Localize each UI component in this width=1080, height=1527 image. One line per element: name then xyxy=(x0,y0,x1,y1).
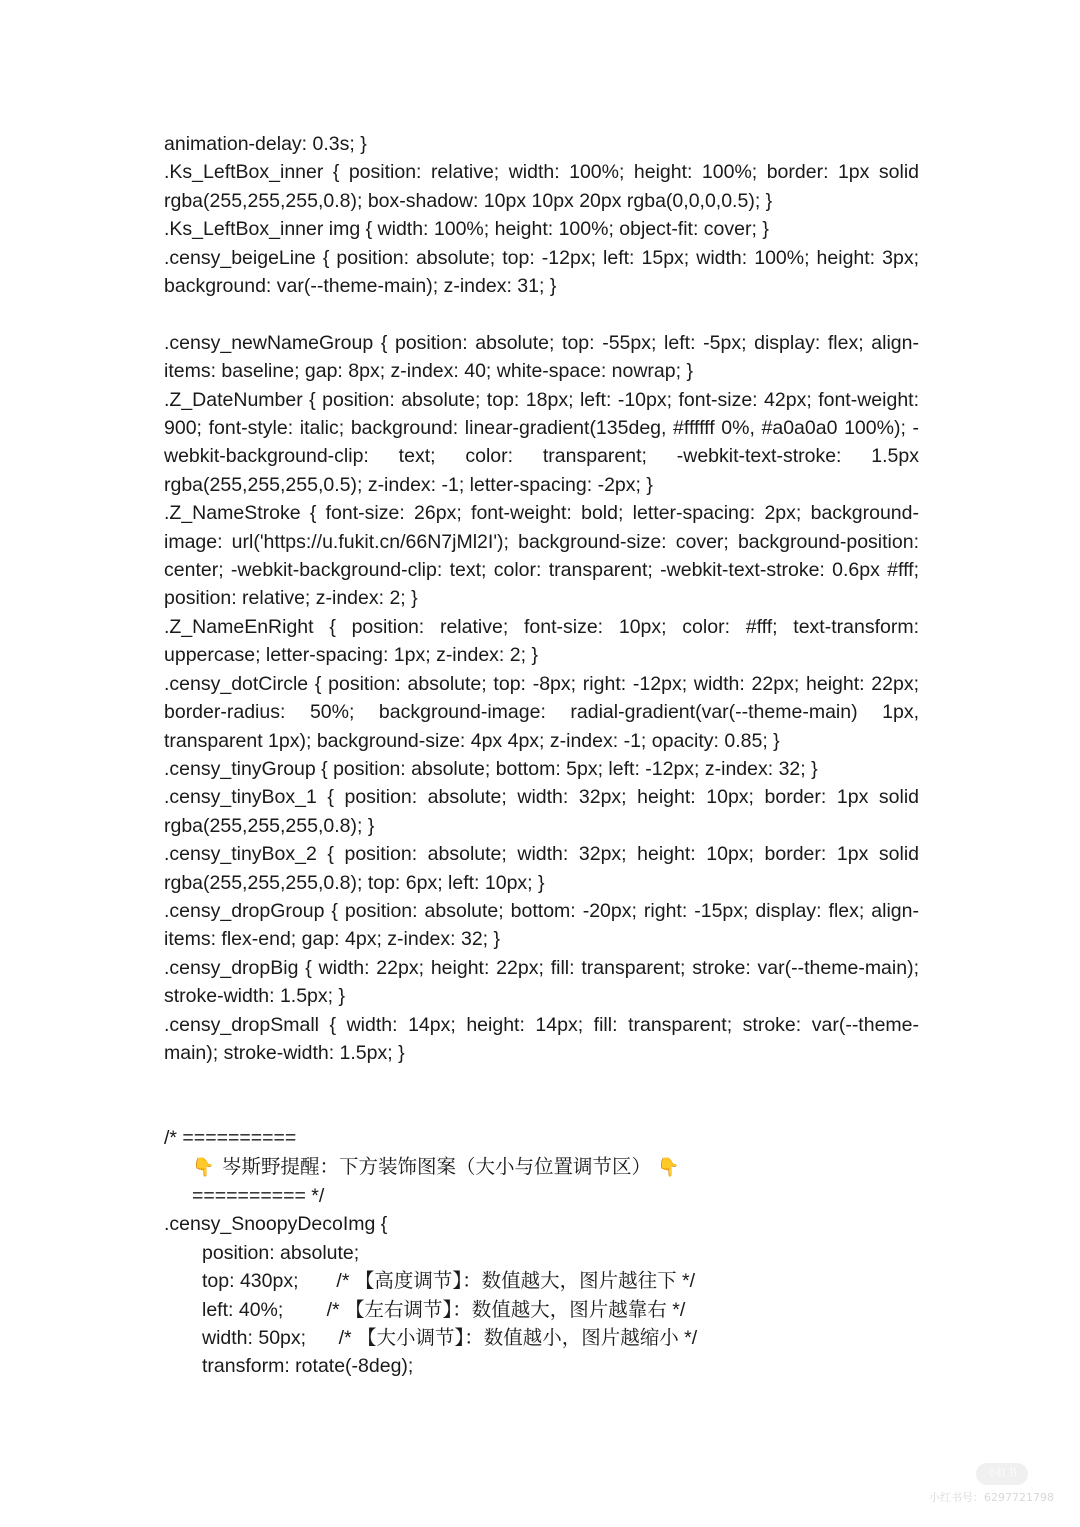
css-rule-line: .censy_newNameGroup { position: absolute; top: -55px; left: -5px; display: flex; align-items: baseline; gap: 8px; z-index: 40; white-space: nowrap; } xyxy=(164,331,919,383)
css-rule-line: .censy_beigeLine { position: absolute; top: -12px; left: 15px; width: 100%; height: 3px; background: var(--theme-main); z-index: 31; } xyxy=(164,246,919,298)
property-line: position: absolute; xyxy=(202,1241,360,1264)
watermark xyxy=(924,1461,1054,1505)
css-rule-line: .Z_NameStroke { font-size: 26px; font-weight: bold; letter-spacing: 2px; background-image: url('https://u.fukit.cn/66N7jMl2I'); background-size: cover; background-position: center; -webkit-background-clip: text; color: transparent; -webkit-text-stroke: 0.6px #fff; position: relative; z-index: 2; } xyxy=(164,502,919,610)
property-line: transform: rotate(-8deg); xyxy=(202,1355,414,1378)
selector-line: .censy_SnoopyDecoImg { xyxy=(164,1213,388,1236)
css-rule-line: .Z_NameEnRight { position: relative; font-size: 10px; color: #fff; text-transform: uppercase; letter-spacing: 1px; z-index: 2; } xyxy=(164,615,919,667)
css-rule-line: .Z_DateNumber { position: absolute; top: 18px; left: -10px; font-size: 42px; font-weight: 900; font-style: italic; background: linear-gradient(135deg, #ffffff 0%, #a0a0a0 100%); -webkit-background-clip: text; color: transparent; -webkit-text-stroke: 1.5px rgba(255,255,255,0.5); z-index: -1; letter-spacing: -2px; } xyxy=(164,388,919,496)
css-rule-line: .censy_dropBig { width: 22px; height: 22px; fill: transparent; stroke: var(--theme-main); stroke-width: 1.5px; } xyxy=(164,956,919,1008)
blank-line xyxy=(164,1067,919,1124)
css-rule-line: .Ks_LeftBox_inner img { width: 100%; height: 100%; object-fit: cover; } xyxy=(164,218,769,241)
reminder-line xyxy=(164,1153,919,1182)
document-body xyxy=(164,130,919,1381)
blank-line xyxy=(164,300,919,328)
property-line: left: 40%; /* 【左右调节】：数值越大，图片越靠右 */ xyxy=(202,1298,686,1321)
property-line: top: 430px; /* 【高度调节】：数值越大，图片越往下 */ xyxy=(202,1270,696,1293)
property-line: width: 50px; /* 【大小调节】：数值越小，图片越缩小 */ xyxy=(202,1327,698,1350)
watermark-logo: 小红书 xyxy=(976,1463,1028,1485)
css-rule-line: .censy_tinyBox_1 { position: absolute; width: 32px; height: 10px; border: 1px solid rgba(255,255,255,0.8); } xyxy=(164,786,919,837)
css-rule-line: .censy_dropGroup { position: absolute; bottom: -20px; right: -15px; display: flex; align-items: flex-end; gap: 4px; z-index: 32; } xyxy=(164,899,919,951)
pointing-down-icon: 👇 xyxy=(192,1156,215,1178)
css-rule-line: .censy_tinyGroup { position: absolute; bottom: 5px; left: -12px; z-index: 32; } xyxy=(164,757,818,780)
comment-open-line: /* ========== xyxy=(164,1127,297,1150)
css-rule-line: animation-delay: 0.3s; } xyxy=(164,133,367,155)
css-rule-line: .Ks_LeftBox_inner { position: relative; width: 100%; height: 100%; border: 1px solid rgba(255,255,255,0.8); box-shadow: 10px 10px 20px rgba(0,0,0,0.5); } xyxy=(164,161,919,212)
watermark-id: 小红书号：6297721798 xyxy=(929,1491,1054,1504)
css-rule-line: .censy_dotCircle { position: absolute; top: -8px; right: -12px; width: 22px; height: 22px; border-radius: 50%; background-image: radial-gradient(var(--theme-main) 1px, transparent 1px); background-size: 4px 4px; z-index: -1; opacity: 0.85; } xyxy=(164,672,919,752)
css-rule-line: .censy_dropSmall { width: 14px; height: 14px; fill: transparent; stroke: var(--theme-main); stroke-width: 1.5px; } xyxy=(164,1013,919,1064)
pointing-down-icon: 👇 xyxy=(657,1156,680,1178)
css-rule-line: .censy_tinyBox_2 { position: absolute; width: 32px; height: 10px; border: 1px solid rgba(255,255,255,0.8); top: 6px; left: 10px; } xyxy=(164,843,919,894)
reminder-text: 岑斯野提醒：下方装饰图案（大小与位置调节区） xyxy=(222,1155,652,1178)
comment-close-line: ========== */ xyxy=(192,1185,325,1207)
